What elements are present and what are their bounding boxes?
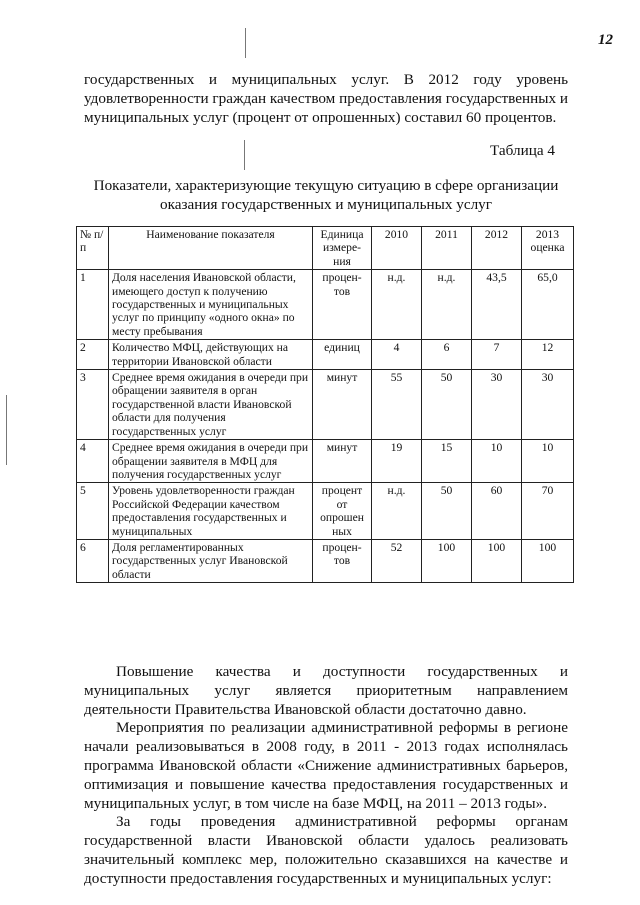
header-2011: 2011 bbox=[422, 227, 472, 270]
cell-2011: 15 bbox=[422, 440, 472, 483]
cell-num: 5 bbox=[77, 483, 109, 540]
cell-num: 2 bbox=[77, 340, 109, 370]
cell-name: Доля регламентированных государственных услуг Ивановской области bbox=[109, 539, 313, 582]
header-2012: 2012 bbox=[472, 227, 522, 270]
cell-2010: н.д. bbox=[372, 483, 422, 540]
cell-2011: 6 bbox=[422, 340, 472, 370]
cell-2011: н.д. bbox=[422, 270, 472, 340]
paragraph-priority: Повышение качества и доступности государственных и муниципальных услуг является приоритетным направлением деятельности Правительства Ивановской области достаточно давно. bbox=[84, 663, 568, 718]
intro-paragraph: государственных и муниципальных услуг. В 2012 году уровень удовлетворенности граждан качеством предоставления государственных и муниципальных услуг (процент от опрошенных) составил 60 процентов. bbox=[84, 71, 568, 126]
cell-2012: 10 bbox=[472, 440, 522, 483]
table-header-row bbox=[77, 227, 574, 270]
header-2013: 2013 оценка bbox=[522, 227, 574, 270]
table-caption: Таблица 4 bbox=[490, 142, 555, 159]
cell-unit: минут bbox=[313, 370, 372, 440]
cell-2010: н.д. bbox=[372, 270, 422, 340]
scan-artifact-top bbox=[245, 28, 246, 58]
cell-2013: 10 bbox=[522, 440, 574, 483]
cell-2011: 50 bbox=[422, 370, 472, 440]
cell-unit: процент от опрошен ных bbox=[313, 483, 372, 540]
cell-2012: 60 bbox=[472, 483, 522, 540]
cell-2010: 19 bbox=[372, 440, 422, 483]
paragraph-reform: Мероприятия по реализации административной реформы в регионе начали реализовываться в 2008 году, в 2011 - 2013 годах исполнялась программа Ивановской области «Снижение административных барьеров, оптимизация и повышение качества предоставления государственных и муниципальных услуг, в том числе на базе МФЦ, на 2011 – 2013 годы». bbox=[84, 719, 568, 812]
cell-name: Доля населения Ивановской области, имеющего доступ к получению государственных и муниципальных услуг по принципу «одного окна» по месту пребывания bbox=[109, 270, 313, 340]
cell-num: 6 bbox=[77, 539, 109, 582]
table-row bbox=[77, 483, 574, 540]
table-row bbox=[77, 440, 574, 483]
cell-2013: 65,0 bbox=[522, 270, 574, 340]
cell-unit: единиц bbox=[313, 340, 372, 370]
cell-num: 3 bbox=[77, 370, 109, 440]
scan-artifact-mid bbox=[244, 140, 245, 170]
table-row bbox=[77, 270, 574, 340]
header-num: № п/п bbox=[77, 227, 109, 270]
cell-unit: процен- тов bbox=[313, 539, 372, 582]
cell-2012: 7 bbox=[472, 340, 522, 370]
cell-2013: 30 bbox=[522, 370, 574, 440]
cell-unit: процен- тов bbox=[313, 270, 372, 340]
table-title: Показатели, характеризующие текущую ситуацию в сфере организации оказания государственных и муниципальных услуг bbox=[93, 177, 559, 213]
cell-2012: 100 bbox=[472, 539, 522, 582]
cell-num: 4 bbox=[77, 440, 109, 483]
header-2010: 2010 bbox=[372, 227, 422, 270]
table-row bbox=[77, 539, 574, 582]
cell-2010: 55 bbox=[372, 370, 422, 440]
cell-name: Уровень удовлетворенности граждан Российской Федерации качеством предоставления государственных и муниципальных bbox=[109, 483, 313, 540]
table-row bbox=[77, 340, 574, 370]
table-row bbox=[77, 370, 574, 440]
cell-2010: 4 bbox=[372, 340, 422, 370]
cell-unit: минут bbox=[313, 440, 372, 483]
cell-name: Количество МФЦ, действующих на территории Ивановской области bbox=[109, 340, 313, 370]
cell-name: Среднее время ожидания в очереди при обращении заявителя в МФЦ для получения государственных услуг bbox=[109, 440, 313, 483]
header-name: Наименование показателя bbox=[109, 227, 313, 270]
cell-2013: 100 bbox=[522, 539, 574, 582]
cell-2012: 43,5 bbox=[472, 270, 522, 340]
cell-2012: 30 bbox=[472, 370, 522, 440]
header-unit: Единица измере- ния bbox=[313, 227, 372, 270]
cell-num: 1 bbox=[77, 270, 109, 340]
paragraph-results: За годы проведения административной реформы органам государственной власти Ивановской области удалось реализовать значительный комплекс мер, положительно сказавшихся на качестве и доступности предоставления государственных и муниципальных услуг: bbox=[84, 813, 568, 887]
cell-2010: 52 bbox=[372, 539, 422, 582]
page-number: 12 bbox=[598, 32, 613, 48]
cell-2013: 70 bbox=[522, 483, 574, 540]
cell-2011: 50 bbox=[422, 483, 472, 540]
cell-2011: 100 bbox=[422, 539, 472, 582]
cell-2013: 12 bbox=[522, 340, 574, 370]
scan-artifact-left bbox=[6, 395, 7, 465]
indicators-table bbox=[76, 226, 574, 583]
cell-name: Среднее время ожидания в очереди при обращении заявителя в орган государственной власти Ивановской области для получения государственных услуг bbox=[109, 370, 313, 440]
